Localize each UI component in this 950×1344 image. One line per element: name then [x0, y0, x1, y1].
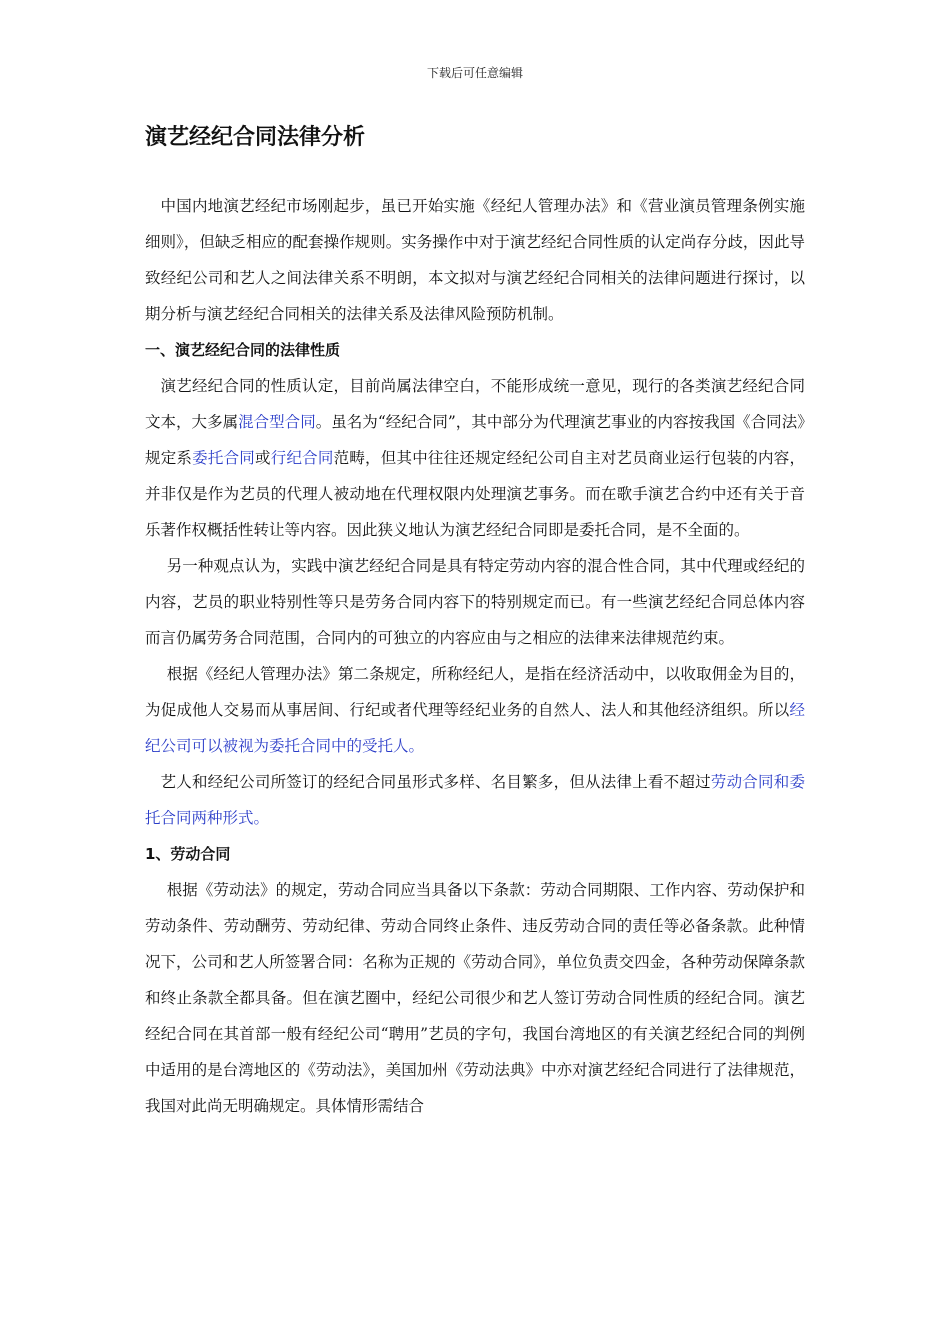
document-title: 演艺经纪合同法律分析 [145, 125, 366, 150]
paragraph-labor-law: 根据《劳动法》的规定，劳动合同应当具备以下条款：劳动合同期限、工作内容、劳动保护和劳动条件、劳动酬劳、劳动纪律、劳动合同终止条件、违反劳动合同的责任等必备条款。此种情况下，公司和艺人所签署合同：名称为正规的《劳动合同》，单位负责交四金，各种劳动保障条款和终止条款全都具备。但在演艺圈中，经纪公司很少和艺人签订劳动合同性质的经纪合同。演艺经纪合同在其首部一般有经纪公司“聘用”艺员的字句，我国台湾地区的有关演艺经纪合同的判例中适用的是台湾地区的《劳动法》，美国加州《劳动法典》中亦对演艺经纪合同进行了法律规范，我国对此尚无明确规定。具体情形需结合 [145, 881, 805, 1115]
section-heading-labor-contract: 1、劳动合同 [145, 845, 231, 863]
text-run: 根据《经纪人管理办法》第二条规定，所称经纪人，是指在经济活动中，以收取佣金为目的，为促成他人交易而从事居间、行纪或者代理等经纪业务的自然人、法人和其他经济组织。所以 [145, 665, 805, 719]
paragraph-nature-definition [145, 368, 805, 548]
paragraph-alternative-view: 另一种观点认为，实践中演艺经纪合同是具有特定劳动内容的混合性合同，其中代理或经纪的内容，艺员的职业特别性等只是劳务合同内容下的特别规定而已。有一些演艺经纪合同总体内容而言仍属劳务合同范围，合同内的可独立的内容应由与之相应的法律来法律规范约束。 [145, 557, 805, 647]
section-heading-legal-nature: 一、演艺经纪合同的法律性质 [145, 341, 341, 359]
text-run: 或 [255, 449, 271, 467]
link-broker-trustee[interactable]: 经纪公司可以被视为委托合同中的受托人。 [145, 701, 805, 755]
paragraph-contract-forms [145, 764, 805, 836]
text-run: 演艺经纪合同的性质认定，目前尚属法律空白，不能形成统一意见，现行的各类演艺经纪合同文本，大多属 [145, 377, 805, 431]
text-run: 。虽名为“经纪合同”，其中部分为代理演艺事业的内容按我国《合同法》规定系 [145, 413, 805, 467]
document-body [145, 118, 805, 1124]
link-mixed-contract[interactable]: 混合型合同 [238, 413, 316, 431]
intro-paragraph: 中国内地演艺经纪市场刚起步，虽已开始实施《经纪人管理办法》和《营业演员管理条例实施细则》，但缺乏相应的配套操作规则。实务操作中对于演艺经纪合同性质的认定尚存分歧，因此导致经纪公司和艺人之间法律关系不明朗，本文拟对与演艺经纪合同相关的法律问题进行探讨，以期分析与演艺经纪合同相关的法律关系及法律风险预防机制。 [145, 197, 805, 323]
link-two-contract-forms[interactable]: 劳动合同和委托合同两种形式。 [145, 773, 805, 827]
text-run: 范畴，但其中往往还规定经纪公司自主对艺员商业运行包装的内容，并非仅是作为艺员的代理人被动地在代理权限内处理演艺事务。而在歌手演艺合约中还有关于音乐著作权概括性转让等内容。因此狭义地认为演艺经纪合同即是委托合同，是不全面的。 [145, 449, 805, 539]
paragraph-broker-regulation [145, 656, 805, 764]
link-commission-contract[interactable]: 行纪合同 [270, 449, 334, 467]
page-header: 下载后可任意编辑 [426, 66, 523, 80]
link-entrustment-contract[interactable]: 委托合同 [192, 449, 256, 467]
text-run: 艺人和经纪公司所签订的经纪合同虽形式多样、名目繁多，但从法律上看不超过 [160, 773, 711, 791]
